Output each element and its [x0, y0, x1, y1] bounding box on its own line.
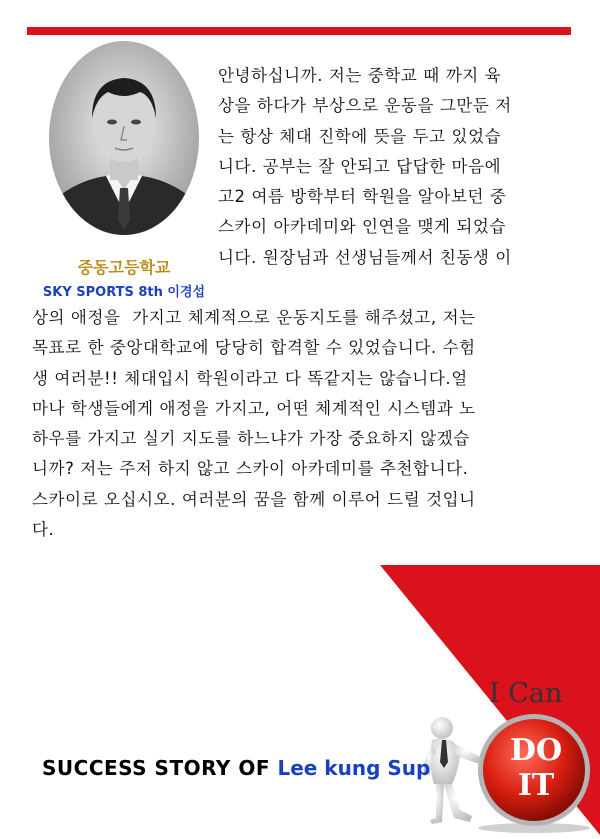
do-text: DO: [509, 733, 563, 768]
story-text-side: 안녕하십니까. 저는 중학교 때 까지 육 상을 하다가 부상으로 운동을 그만둔 저 는 항상 체대 진학에 뜻을 두고 있었습 니다. 공부는 잘 안되고 답답한 마음에 고2 여름 방학부터 학원을 알아보던 중 스카이 아카데미와 인연을 맺게 되었습 니다. 원장님과 선생님들께서 친동생 이: [218, 66, 512, 267]
student-name: Lee kung Sup: [277, 756, 431, 780]
school-name: 중동고등학교: [77, 258, 171, 277]
success-story-title: SUCCESS STORY OF Lee kung Sup: [42, 756, 431, 780]
story-text-full: 상의 애정을 가지고 체계적으로 운동지도를 해주셨고, 저는 목표로 한 중앙대학교에 당당히 합격할 수 있었습니다. 수험 생 여러분!! 체대입시 학원이라고 다 똑같지는 않습니다.얼 마나 학생들에게 애정을 가지고, 어떤 체계적인 시스템과 노 하우를 가지고 실기 지도를 하느냐가 가장 중요하지 않겠습 니까? 저는 주저 하지 않고 스카이 아카데미를 추천합니다. 스카이로 오십시오. 여러분의 꿈을 함께 이루어 드릴 것입니 다.: [32, 308, 476, 540]
do-it-figure: [420, 700, 600, 835]
it-text: IT: [517, 768, 555, 803]
student-portrait: [48, 40, 200, 236]
student-caption: SKY SPORTS 8th 이경섭: [42, 285, 206, 300]
top-red-bar: [27, 27, 571, 35]
i-can-text: I Can: [489, 678, 563, 709]
